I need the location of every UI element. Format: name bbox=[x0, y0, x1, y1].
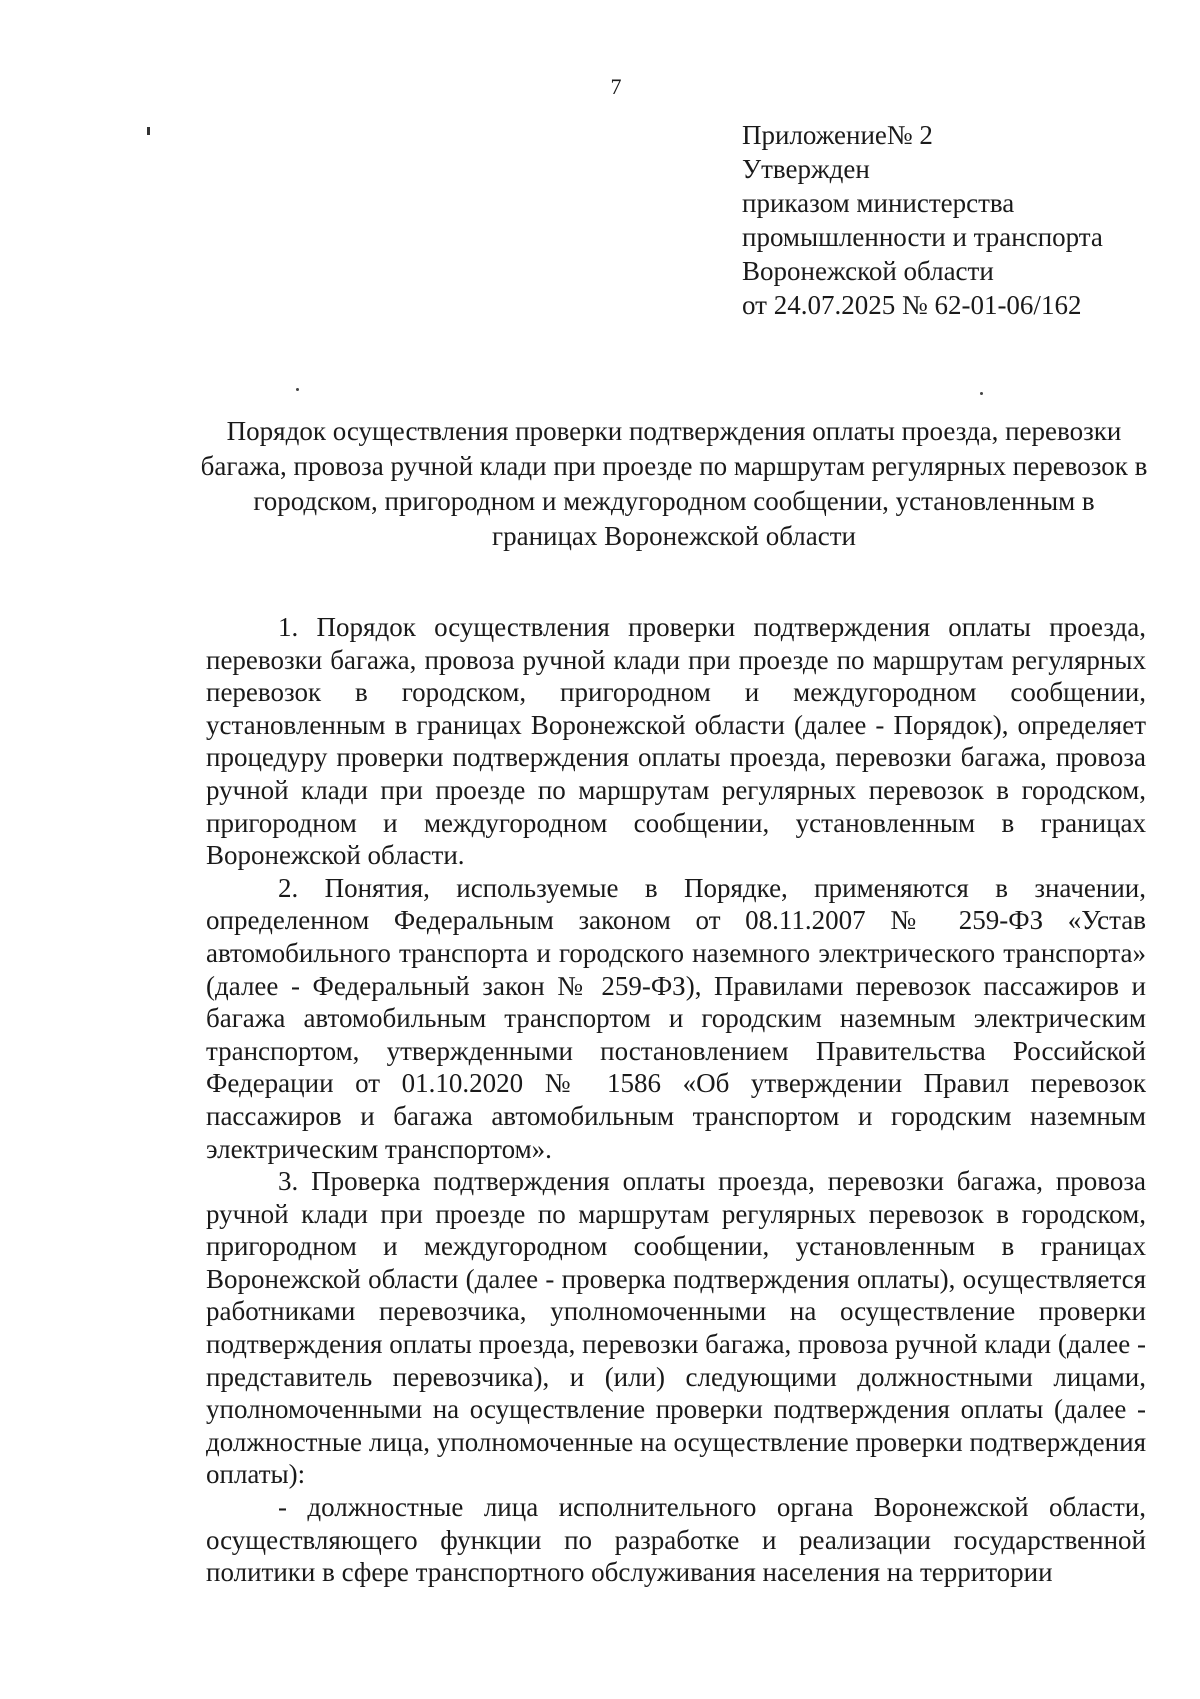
approval-block bbox=[742, 118, 1103, 322]
scan-mark bbox=[147, 127, 150, 135]
approval-line: Утвержден bbox=[742, 154, 870, 184]
paragraph-1: 1. Порядок осуществления проверки подтверждения оплаты проезда, перевозки багажа, провоза ручной клади при проезде по маршрутам регулярных перевозок в городском, пригородном и междугородном сообщении, установленным в границах Воронежской области (далее - Порядок), определяет процедуру проверки подтверждения оплаты проезда, перевозки багажа, провоза ручной клади при проезде по маршрутам регулярных перевозок в городском, пригородном и междугородном сообщении, установленным в границах Воронежской области. bbox=[206, 612, 1146, 871]
appendix-label: Приложение№ 2 bbox=[742, 120, 933, 150]
paragraph-2: 2. Понятия, используемые в Порядке, применяются в значении, определенном Федеральным законом от 08.11.2007 № 259-ФЗ «Устав автомобильного транспорта и городского наземного электрического транспорта» (далее - Федеральный закон № 259-ФЗ), Правилами перевозок пассажиров и багажа автомобильным транспортом и городским наземным электрическим транспортом, утвержденными постановлением Правительства Российской Федерации от 01.10.2020 № 1586 «Об утверждении Правил перевозок пассажиров и багажа автомобильным транспортом и городским наземным электрическим транспортом». bbox=[206, 872, 1146, 1164]
scan-dot bbox=[296, 388, 299, 391]
document-title: Порядок осуществления проверки подтверждения оплаты проезда, перевозки багажа, провоза ручной клади при проезде по маршрутам регулярных перевозок в городском, пригородном и междугородном сообщении, установленным в границах Воронежской области bbox=[200, 416, 1148, 551]
paragraph-list-item: - должностные лица исполнительного органа Воронежской области, осуществляющего функции по разработке и реализации государственной политики в сфере транспортного обслуживания населения на территории bbox=[206, 1492, 1146, 1588]
document-body bbox=[206, 611, 1146, 1589]
scan-dot bbox=[980, 392, 983, 395]
paragraph-3: 3. Проверка подтверждения оплаты проезда, перевозки багажа, провоза ручной клади при проезде по маршрутам регулярных перевозок в городском, пригородном и междугородном сообщении, установленным в границах Воронежской области (далее - проверка подтверждения оплаты), осуществляется работниками перевозчика, уполномоченными на осуществление проверки подтверждения оплаты проезда, перевозки багажа, провоза ручной клади (далее - представитель перевозчика), и (или) следующими должностными лицами, уполномоченными на осуществление проверки подтверждения оплаты (далее - должностные лица, уполномоченные на осуществление проверки подтверждения оплаты): bbox=[206, 1166, 1146, 1490]
approval-order-number: от 24.07.2025 № 62-01-06/162 bbox=[742, 290, 1082, 320]
approval-line: промышленности и транспорта bbox=[742, 222, 1103, 252]
page-number: 7 bbox=[610, 74, 622, 99]
approval-line: Воронежской области bbox=[742, 256, 994, 286]
approval-line: приказом министерства bbox=[742, 188, 1015, 218]
